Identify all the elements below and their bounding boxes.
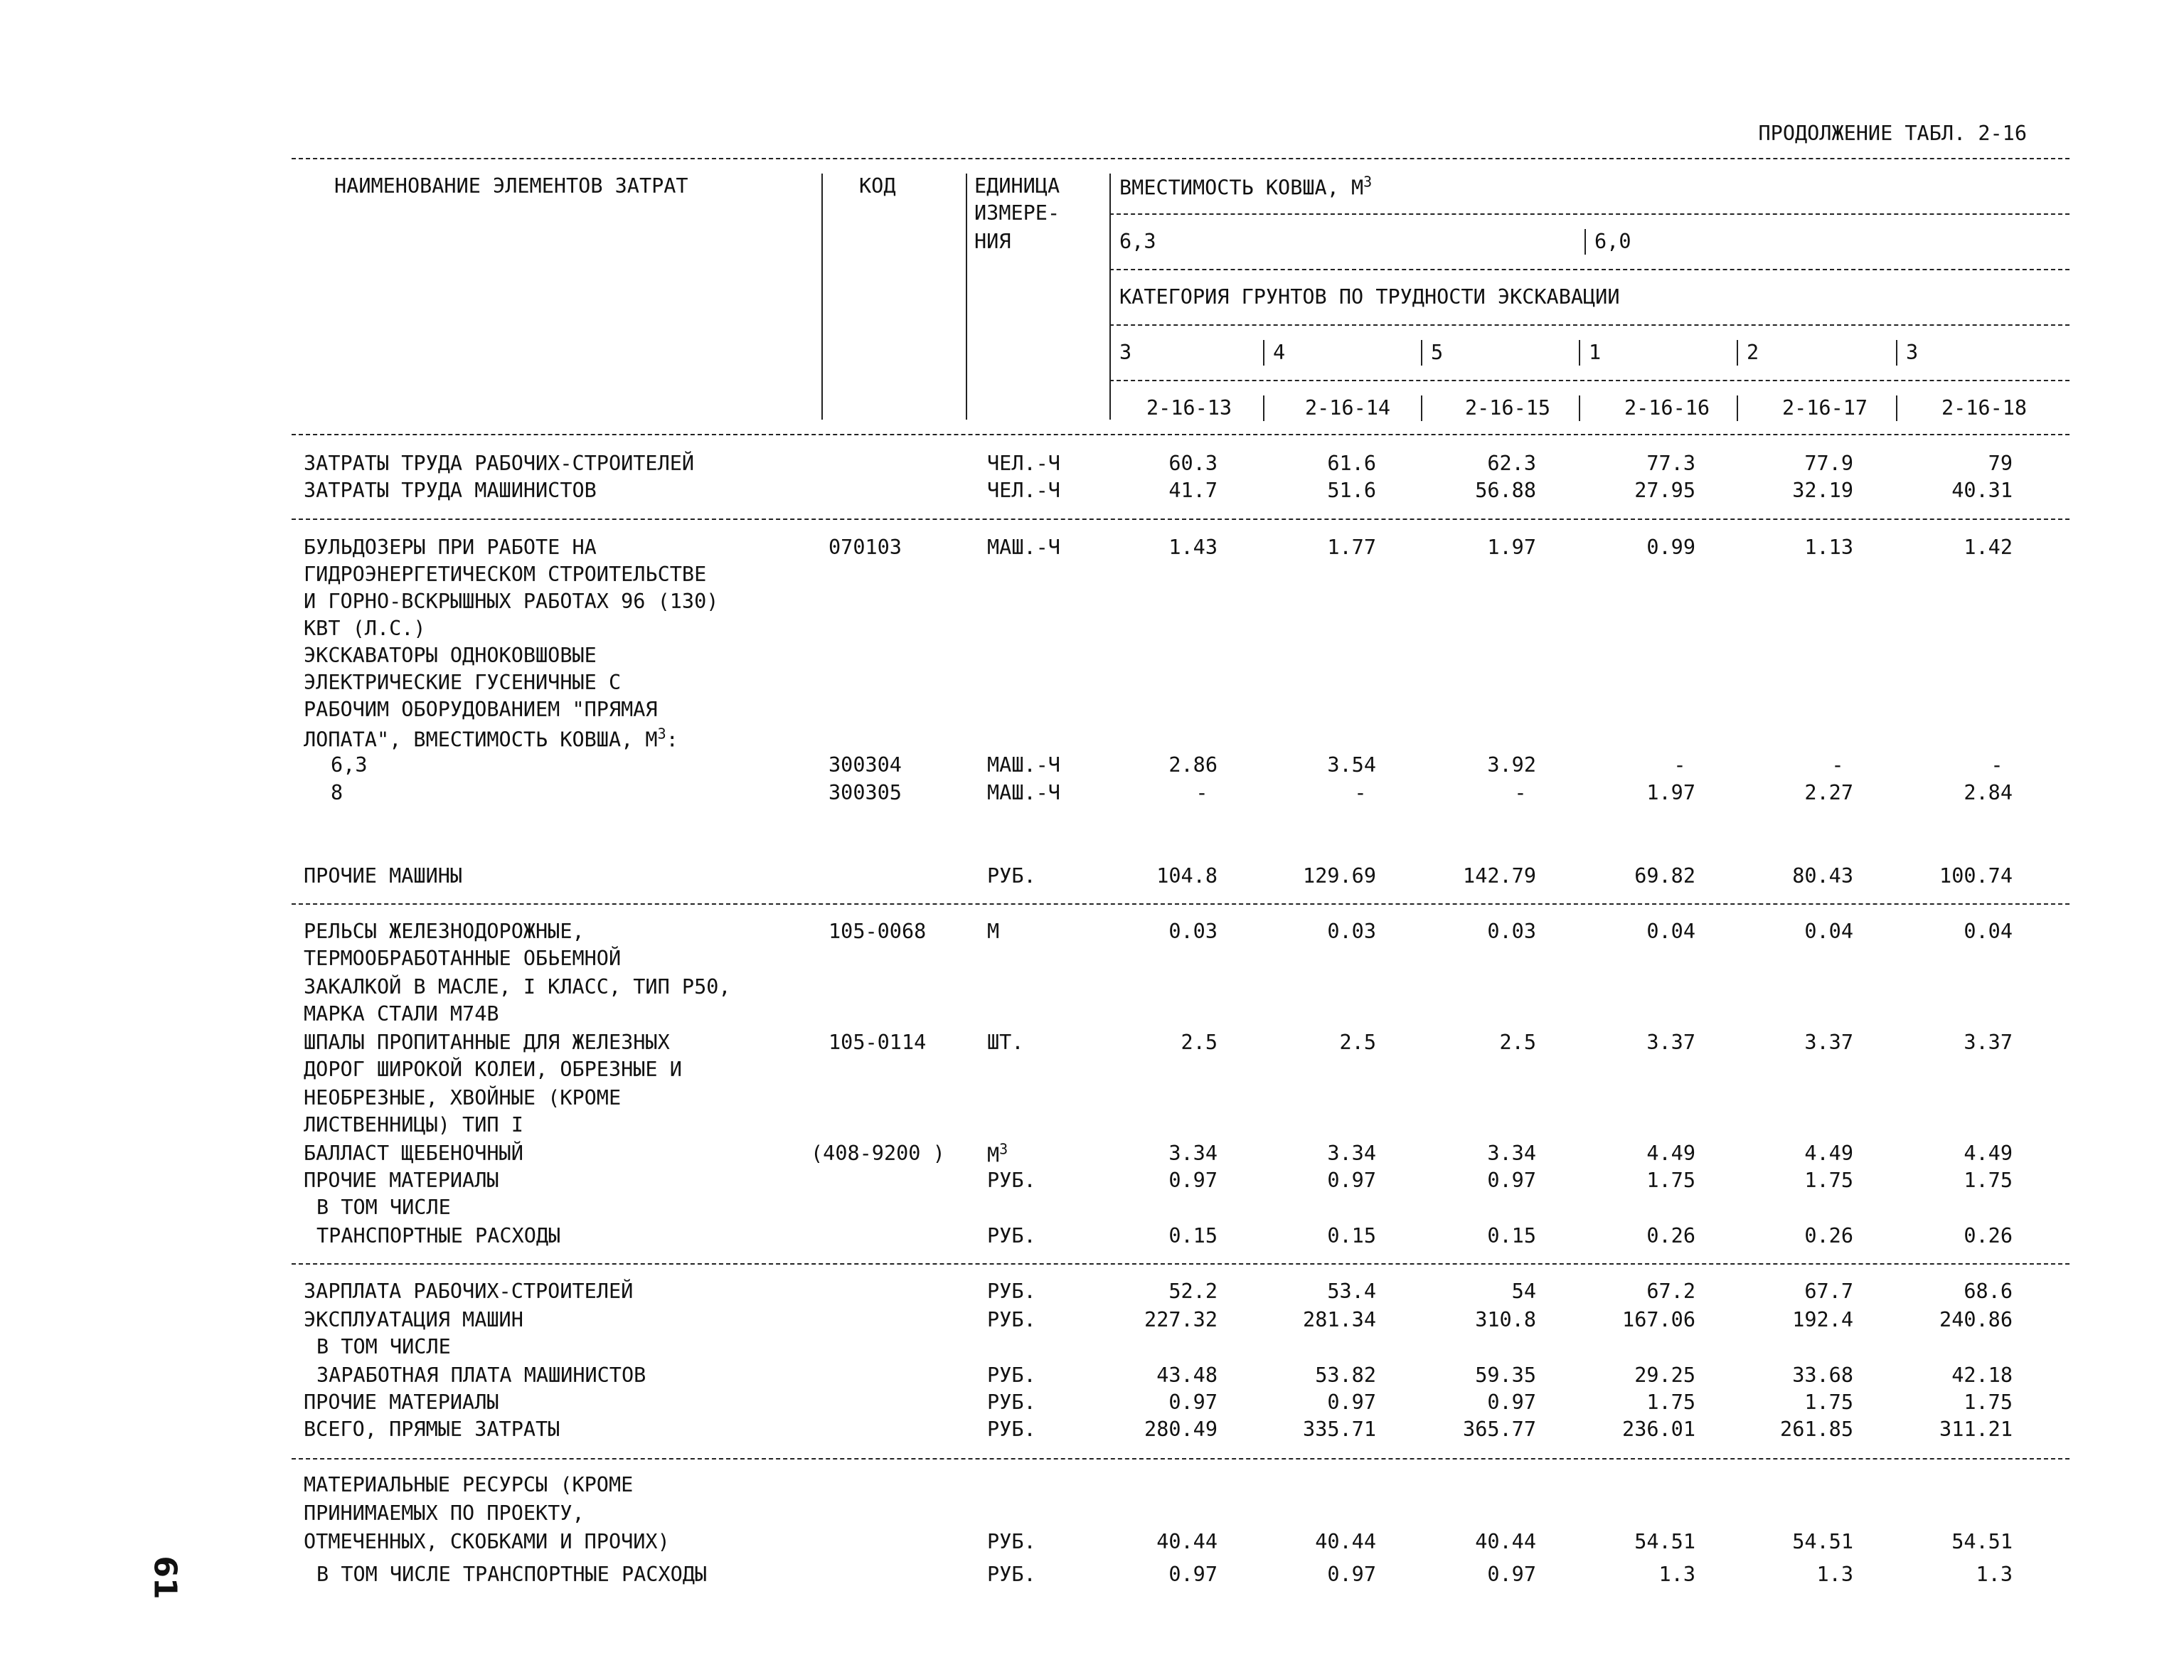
value-cell: 104.8 (1156, 863, 1218, 888)
unit-of-measure: РУБ. (987, 1562, 1036, 1586)
value-cell: 56.88 (1475, 478, 1536, 502)
cost-item-name: ПРОЧИЕ МАШИНЫ (304, 863, 463, 888)
cell-separator (1421, 395, 1422, 421)
soil-category: 5 (1431, 340, 1444, 364)
resource-code: (408-9200 ) (811, 1141, 945, 1165)
table-rule (292, 158, 2070, 159)
cost-item-name: В ТОМ ЧИСЛЕ (316, 1195, 451, 1219)
value-cell: 79 (1988, 451, 2013, 475)
cost-item-name: ЗАТРАТЫ ТРУДА РАБОЧИХ-СТРОИТЕЛЕЙ (304, 451, 695, 475)
value-cell: 0.26 (1964, 1223, 2013, 1248)
cost-item-name: В ТОМ ЧИСЛЕ ТРАНСПОРТНЫЕ РАСХОДЫ (316, 1562, 708, 1586)
column-code: 2-16-13 (1146, 395, 1232, 420)
table-rule (1109, 324, 2070, 326)
value-cell: 67.7 (1804, 1279, 1853, 1303)
value-cell: 1.43 (1168, 535, 1218, 559)
value-cell: 59.35 (1475, 1363, 1536, 1387)
value-cell: 192.4 (1792, 1307, 1853, 1331)
code-column-header: КОД (859, 174, 896, 198)
cost-item-name: В ТОМ ЧИСЛЕ (316, 1334, 451, 1359)
table-rule (292, 903, 2070, 905)
value-cell: 69.82 (1634, 863, 1695, 888)
value-cell: - (1354, 780, 1367, 804)
cost-item-name: РЕЛЬСЫ ЖЕЛЕЗНОДОРОЖНЫЕ, (304, 919, 585, 943)
value-cell: 280.49 (1144, 1417, 1218, 1441)
value-cell: 0.97 (1487, 1390, 1536, 1414)
cost-item-name: ЭКСКАВАТОРЫ ОДНОКОВШОВЫЕ (304, 643, 597, 667)
value-cell: 62.3 (1487, 451, 1536, 475)
cost-item-name: ЗАРАБОТНАЯ ПЛАТА МАШИНИСТОВ (316, 1363, 646, 1387)
unit-column-header-line1: ЕДИНИЦА (974, 174, 1060, 198)
value-cell: 0.97 (1327, 1168, 1376, 1192)
value-cell: 0.97 (1487, 1168, 1536, 1192)
table-rule (1109, 269, 2070, 270)
value-cell: 3.54 (1327, 753, 1376, 777)
value-cell: 42.18 (1951, 1363, 2013, 1387)
value-cell: 0.97 (1487, 1562, 1536, 1586)
value-cell: 52.2 (1168, 1279, 1218, 1303)
value-cell: 0.04 (1964, 919, 2013, 943)
value-cell: 80.43 (1792, 863, 1853, 888)
cost-item-name: БУЛЬДОЗЕРЫ ПРИ РАБОТЕ НА (304, 535, 597, 559)
value-cell: 1.75 (1804, 1168, 1853, 1192)
unit-of-measure: РУБ. (987, 1390, 1036, 1414)
value-cell: 310.8 (1475, 1307, 1536, 1331)
value-cell: - (1514, 780, 1527, 804)
cost-item-name: БАЛЛАСТ ЩЕБЕНОЧНЫЙ (304, 1141, 523, 1165)
soil-category: 3 (1906, 340, 1919, 364)
cost-item-name: РАБОЧИМ ОБОРУДОВАНИЕМ "ПРЯМАЯ (304, 697, 658, 721)
value-cell: 1.75 (1646, 1390, 1695, 1414)
value-cell: 0.03 (1327, 919, 1376, 943)
cell-separator (1896, 340, 1897, 366)
resource-code: 300305 (829, 780, 902, 804)
value-cell: 1.3 (1816, 1562, 1853, 1586)
value-cell: 41.7 (1168, 478, 1218, 502)
cost-item-name: ДОРОГ ШИРОКОЙ КОЛЕИ, ОБРЕЗНЫЕ И (304, 1057, 682, 1081)
value-cell: 1.3 (1976, 1562, 2013, 1586)
value-cell: 4.49 (1804, 1141, 1853, 1165)
cell-separator (1737, 340, 1738, 366)
cell-separator (1263, 395, 1264, 421)
cost-item-name: 6,3 (331, 753, 368, 777)
cell-separator (1584, 229, 1586, 255)
value-cell: 261.85 (1780, 1417, 1853, 1441)
value-cell: 53.82 (1315, 1363, 1376, 1387)
unit-of-measure: ШТ. (987, 1030, 1024, 1054)
unit-of-measure: РУБ. (987, 1307, 1036, 1331)
soil-category-title: КАТЕГОРИЯ ГРУНТОВ ПО ТРУДНОСТИ ЭКСКАВАЦИИ (1119, 285, 1620, 309)
value-cell: 40.44 (1475, 1529, 1536, 1553)
value-cell: 2.84 (1964, 780, 2013, 804)
resource-code: 105-0114 (829, 1030, 927, 1054)
unit-of-measure: $М^3$ (987, 1140, 1008, 1167)
cost-item-name: ЛИСТВЕННИЦЫ) ТИП I (304, 1112, 523, 1137)
value-cell: 1.3 (1658, 1562, 1695, 1586)
cell-separator (1421, 340, 1422, 366)
value-cell: 54.51 (1634, 1529, 1695, 1553)
column-separator (966, 174, 967, 420)
unit-of-measure: ЧЕЛ.-Ч (987, 451, 1060, 475)
table-rule (1109, 380, 2070, 381)
cell-separator (1263, 340, 1264, 366)
value-cell: 142.79 (1463, 863, 1536, 888)
unit-of-measure: РУБ. (987, 863, 1036, 888)
value-cell: 335.71 (1303, 1417, 1376, 1441)
value-cell: 54.51 (1792, 1529, 1853, 1553)
value-cell: 0.97 (1327, 1562, 1376, 1586)
cost-item-name: ЗАТРАТЫ ТРУДА МАШИНИСТОВ (304, 478, 597, 502)
page-number: 61 (147, 1556, 183, 1600)
value-cell: - (1991, 753, 2003, 777)
cost-item-name: ПРИНИМАЕМЫХ ПО ПРОЕКТУ, (304, 1501, 585, 1525)
value-cell: 53.4 (1327, 1279, 1376, 1303)
cost-item-name: КВТ (Л.С.) (304, 616, 426, 640)
value-cell: 1.42 (1964, 535, 2013, 559)
bucket-size-6-0: 6,0 (1594, 229, 1631, 253)
unit-of-measure: МАШ.-Ч (987, 753, 1060, 777)
value-cell: 3.37 (1646, 1030, 1695, 1054)
unit-of-measure: РУБ. (987, 1168, 1036, 1192)
table-rule (292, 1458, 2070, 1460)
value-cell: 0.04 (1804, 919, 1853, 943)
value-cell: 2.5 (1339, 1030, 1376, 1054)
cost-item-name: И ГОРНО-ВСКРЫШНЫХ РАБОТАХ 96 (130) (304, 589, 719, 613)
bucket-capacity-title: ВМЕСТИМОСТЬ КОВША, $М^3$ (1119, 173, 1373, 200)
value-cell: 1.75 (1646, 1168, 1695, 1192)
value-cell: 3.37 (1804, 1030, 1853, 1054)
value-cell: 29.25 (1634, 1363, 1695, 1387)
cost-item-name: ТЕРМООБРАБОТАННЫЕ ОБЬЕМНОЙ (304, 946, 622, 970)
cell-separator (1896, 395, 1897, 421)
column-separator (1109, 174, 1111, 420)
value-cell: 3.34 (1168, 1141, 1218, 1165)
cost-item-name: МАРКА СТАЛИ М74В (304, 1001, 499, 1026)
table-caption: ПРОДОЛЖЕНИЕ ТАБЛ. 2-16 (1758, 121, 2027, 145)
value-cell: 4.49 (1964, 1141, 2013, 1165)
value-cell: 0.03 (1487, 919, 1536, 943)
cost-item-name: ОТМЕЧЕННЫХ, СКОБКАМИ И ПРОЧИХ) (304, 1529, 670, 1553)
unit-column-header-line3: НИЯ (974, 229, 1011, 253)
value-cell: 40.44 (1315, 1529, 1376, 1553)
cost-item-name: ЛОПАТА", ВМЕСТИМОСТЬ КОВША, $М^3$: (304, 725, 678, 752)
value-cell: 33.68 (1792, 1363, 1853, 1387)
value-cell: 40.31 (1951, 478, 2013, 502)
value-cell: 54.51 (1951, 1529, 2013, 1553)
cost-item-name: ГИДРОЭНЕРГЕТИЧЕСКОМ СТРОИТЕЛЬСТВЕ (304, 562, 707, 586)
value-cell: 0.15 (1487, 1223, 1536, 1248)
name-column-header: НАИМЕНОВАНИЕ ЭЛЕМЕНТОВ ЗАТРАТ (334, 174, 688, 198)
value-cell: 40.44 (1156, 1529, 1218, 1553)
unit-of-measure: РУБ. (987, 1417, 1036, 1441)
value-cell: 129.69 (1303, 863, 1376, 888)
cost-item-name: ЭКСПЛУАТАЦИЯ МАШИН (304, 1307, 523, 1331)
value-cell: - (1831, 753, 1844, 777)
cost-item-name: ПРОЧИЕ МАТЕРИАЛЫ (304, 1168, 499, 1192)
value-cell: 43.48 (1156, 1363, 1218, 1387)
value-cell: 51.6 (1327, 478, 1376, 502)
value-cell: 77.9 (1804, 451, 1853, 475)
value-cell: 0.26 (1804, 1223, 1853, 1248)
value-cell: 2.86 (1168, 753, 1218, 777)
value-cell: 68.6 (1964, 1279, 2013, 1303)
value-cell: 100.74 (1939, 863, 2013, 888)
value-cell: 281.34 (1303, 1307, 1376, 1331)
value-cell: 3.92 (1487, 753, 1536, 777)
value-cell: 240.86 (1939, 1307, 2013, 1331)
value-cell: 1.75 (1804, 1390, 1853, 1414)
value-cell: 0.03 (1168, 919, 1218, 943)
value-cell: 0.97 (1168, 1562, 1218, 1586)
cost-item-name: ШПАЛЫ ПРОПИТАННЫЕ ДЛЯ ЖЕЛЕЗНЫХ (304, 1030, 670, 1054)
soil-category: 2 (1747, 340, 1759, 364)
value-cell: 3.34 (1487, 1141, 1536, 1165)
column-code: 2-16-16 (1624, 395, 1710, 420)
resource-code: 300304 (829, 753, 902, 777)
cost-item-name: ЗАКАЛКОЙ В МАСЛЕ, I КЛАСС, ТИП Р50, (304, 974, 731, 999)
unit-of-measure: РУБ. (987, 1279, 1036, 1303)
cost-item-name: МАТЕРИАЛЬНЫЕ РЕСУРСЫ (КРОМЕ (304, 1472, 634, 1496)
table-rule (292, 519, 2070, 520)
value-cell: 67.2 (1646, 1279, 1695, 1303)
value-cell: 77.3 (1646, 451, 1695, 475)
unit-of-measure: РУБ. (987, 1363, 1036, 1387)
unit-of-measure: ЧЕЛ.-Ч (987, 478, 1060, 502)
bucket-size-6-3: 6,3 (1119, 229, 1156, 253)
value-cell: 365.77 (1463, 1417, 1536, 1441)
value-cell: 0.04 (1646, 919, 1695, 943)
cost-item-name: ВСЕГО, ПРЯМЫЕ ЗАТРАТЫ (304, 1417, 560, 1441)
value-cell: 1.77 (1327, 535, 1376, 559)
value-cell: 0.97 (1168, 1390, 1218, 1414)
value-cell: 1.75 (1964, 1168, 2013, 1192)
resource-code: 070103 (829, 535, 902, 559)
value-cell: 2.5 (1181, 1030, 1218, 1054)
value-cell: 311.21 (1939, 1417, 2013, 1441)
cell-separator (1579, 395, 1580, 421)
cell-separator (1579, 340, 1580, 366)
value-cell: 32.19 (1792, 478, 1853, 502)
unit-of-measure: МАШ.-Ч (987, 780, 1060, 804)
value-cell: 1.75 (1964, 1390, 2013, 1414)
soil-category: 1 (1589, 340, 1602, 364)
column-code: 2-16-14 (1304, 395, 1391, 420)
cost-item-name: 8 (331, 780, 343, 804)
value-cell: 1.13 (1804, 535, 1853, 559)
table-rule (292, 434, 2070, 435)
unit-column-header-line2: ИЗМЕРЕ- (974, 201, 1060, 225)
column-code: 2-16-15 (1464, 395, 1551, 420)
unit-of-measure: РУБ. (987, 1529, 1036, 1553)
value-cell: 4.49 (1646, 1141, 1695, 1165)
value-cell: 0.97 (1168, 1168, 1218, 1192)
value-cell: 1.97 (1487, 535, 1536, 559)
cost-item-name: НЕОБРЕЗНЫЕ, ХВОЙНЫЕ (КРОМЕ (304, 1085, 622, 1110)
value-cell: 61.6 (1327, 451, 1376, 475)
cost-item-name: ЗАРПЛАТА РАБОЧИХ-СТРОИТЕЛЕЙ (304, 1279, 634, 1303)
cell-separator (1737, 395, 1738, 421)
value-cell: 60.3 (1168, 451, 1218, 475)
value-cell: 1.97 (1646, 780, 1695, 804)
value-cell: 3.37 (1964, 1030, 2013, 1054)
value-cell: 2.5 (1499, 1030, 1536, 1054)
value-cell: 0.26 (1646, 1223, 1695, 1248)
value-cell: 227.32 (1144, 1307, 1218, 1331)
cost-item-name: ЭЛЕКТРИЧЕСКИЕ ГУСЕНИЧНЫЕ С (304, 670, 622, 694)
value-cell: - (1673, 753, 1686, 777)
value-cell: 27.95 (1634, 478, 1695, 502)
resource-code: 105-0068 (829, 919, 927, 943)
value-cell: 0.15 (1327, 1223, 1376, 1248)
value-cell: 167.06 (1622, 1307, 1695, 1331)
table-rule (1109, 213, 2070, 215)
column-separator (821, 174, 823, 420)
column-code: 2-16-17 (1781, 395, 1868, 420)
cost-item-name: ТРАНСПОРТНЫЕ РАСХОДЫ (316, 1223, 561, 1248)
column-code: 2-16-18 (1941, 395, 2028, 420)
value-cell: 2.27 (1804, 780, 1853, 804)
cost-item-name: ПРОЧИЕ МАТЕРИАЛЫ (304, 1390, 499, 1414)
value-cell: 54 (1511, 1279, 1536, 1303)
soil-category: 3 (1119, 340, 1132, 364)
soil-category: 4 (1273, 340, 1286, 364)
unit-of-measure: РУБ. (987, 1223, 1036, 1248)
value-cell: 0.97 (1327, 1390, 1376, 1414)
unit-of-measure: МАШ.-Ч (987, 535, 1060, 559)
value-cell: 0.15 (1168, 1223, 1218, 1248)
table-rule (292, 1263, 2070, 1265)
value-cell: 3.34 (1327, 1141, 1376, 1165)
value-cell: - (1195, 780, 1208, 804)
value-cell: 236.01 (1622, 1417, 1695, 1441)
value-cell: 0.99 (1646, 535, 1695, 559)
unit-of-measure: М (987, 919, 1000, 943)
